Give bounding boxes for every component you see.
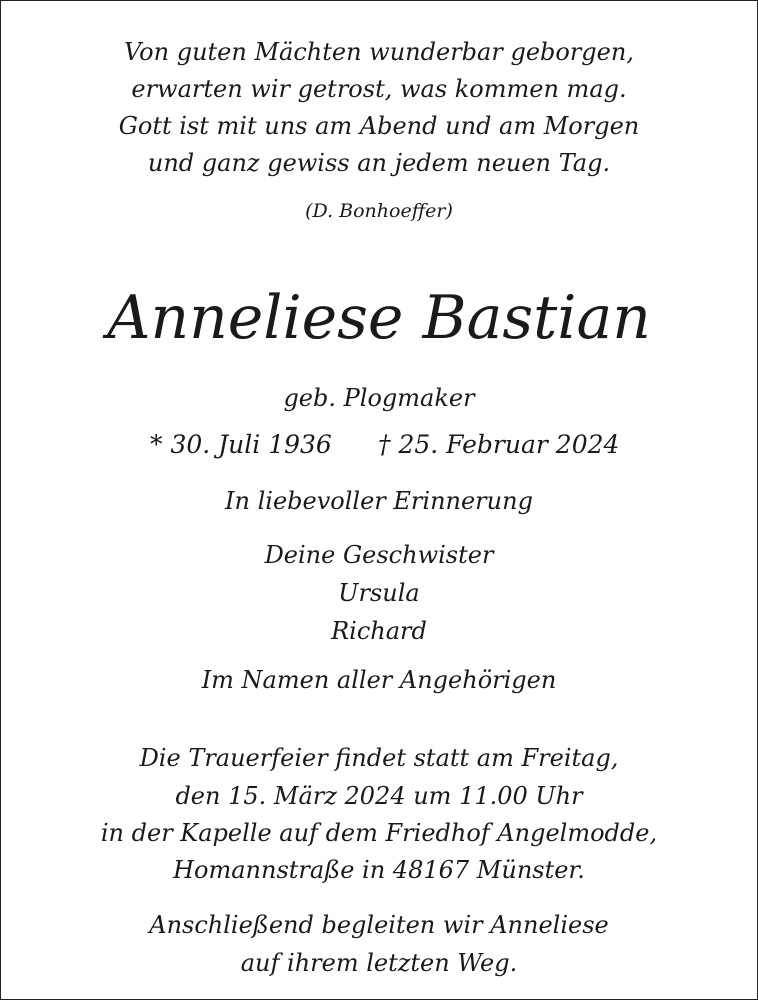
mourner-line: Ursula	[338, 579, 420, 607]
service-line: in der Kapelle auf dem Friedhof Angelmodde,	[100, 819, 658, 847]
remembrance-line: In liebevoller Erinnerung	[225, 487, 533, 515]
service-line: Die Trauerfeier findet statt am Freitag,	[139, 744, 619, 772]
on-behalf-line: Im Namen aller Angehörigen	[201, 666, 557, 694]
poem-source: (D. Bonhoeffer)	[305, 200, 453, 222]
poem-line: und ganz gewiss an jedem neuen Tag.	[147, 149, 611, 177]
service-line: Homannstraße in 48167 Münster.	[173, 856, 585, 884]
deceased-name: Anneliese Bastian	[107, 283, 651, 353]
birth-date: * 30. Juli 1936	[150, 430, 332, 459]
mourner-line: Richard	[331, 617, 427, 645]
closing-line: Anschließend begleiten wir Anneliese	[149, 911, 609, 939]
mourner-line: Deine Geschwister	[264, 541, 494, 569]
death-date: † 25. Februar 2024	[378, 430, 620, 459]
closing-line: auf ihrem letzten Weg.	[240, 949, 518, 977]
poem-line: Gott ist mit uns am Abend und am Morgen	[118, 112, 640, 140]
poem-line: erwarten wir getrost, was kommen mag.	[131, 75, 627, 103]
service-line: den 15. März 2024 um 11.00 Uhr	[175, 782, 583, 810]
poem-line: Von guten Mächten wunderbar geborgen,	[124, 38, 634, 66]
maiden-name: geb. Plogmaker	[283, 384, 475, 412]
